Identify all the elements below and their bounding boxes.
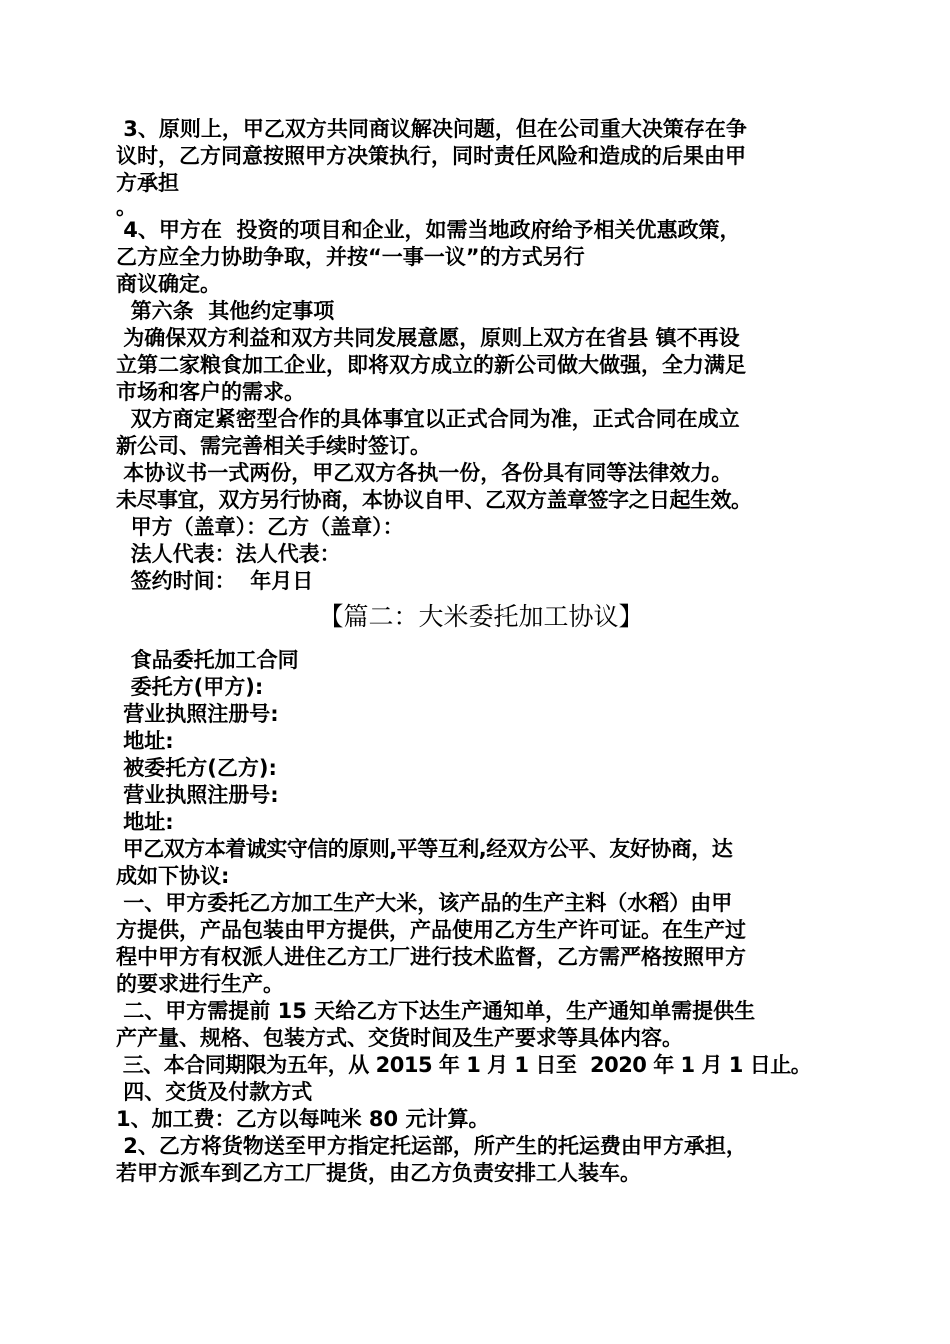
preamble-line-2: 成如下协议: bbox=[116, 864, 230, 888]
article-6-para-1-line-2: 立第二家粮食加工企业，即将双方成立的新公司做大做强，全力满足 bbox=[116, 353, 746, 377]
article-6-title: 第六条 其他约定事项 bbox=[116, 299, 335, 323]
processing-fee-line: 1、加工费：乙方以每吨米 80 元计算。 bbox=[116, 1107, 490, 1131]
copies-clause-line-2: 未尽事宜，双方另行协商，本协议自甲、乙双方盖章签字之日起生效。 bbox=[116, 488, 752, 512]
signature-party-line: 甲方（盖章）：乙方（盖章）： bbox=[116, 515, 404, 539]
contract-clause-2-line-2: 产产量、规格、包装方式、交货时间及生产要求等具体内容。 bbox=[116, 1026, 683, 1050]
clause-3-line-3: 方承担 bbox=[116, 171, 179, 195]
contract-clause-3: 三、本合同期限为五年，从 2015 年 1 月 1 日至 2020 年 1 月 1 日止。 bbox=[116, 1053, 812, 1077]
client-party-label: 委托方(甲方): bbox=[116, 675, 264, 699]
clause-3-period: 。 bbox=[116, 195, 137, 219]
clause-3-line-2: 议时，乙方同意按照甲方决策执行，同时责任风险和造成的后果由甲 bbox=[116, 144, 746, 168]
delivery-line-1: 2、乙方将货物送至甲方指定托运部，所产生的托运费由甲方承担， bbox=[116, 1134, 747, 1158]
client-address-label: 地址: bbox=[116, 729, 174, 753]
article-6-para-2-line-1: 双方商定紧密型合作的具体事宜以正式合同为准，正式合同在成立 bbox=[116, 407, 740, 431]
signature-date-line: 签约时间： 年月日 bbox=[116, 569, 314, 593]
contract-clause-1-line-1: 一、甲方委托乙方加工生产大米，该产品的生产主料（水稻）由甲 bbox=[116, 891, 733, 915]
signature-representative-line: 法人代表：法人代表： bbox=[116, 542, 341, 566]
copies-clause-line-1: 本协议书一式两份，甲乙双方各执一份，各份具有同等法律效力。 bbox=[116, 461, 733, 485]
article-6-para-2-line-2: 新公司、需完善相关手续时签订。 bbox=[116, 434, 431, 458]
article-6-para-1-line-1: 为确保双方利益和双方共同发展意愿，原则上双方在省县 镇不再设 bbox=[116, 326, 740, 350]
preamble-line-1: 甲乙双方本着诚实守信的原则,平等互利,经双方公平、友好协商，达 bbox=[116, 837, 733, 861]
clause-4-line-2: 乙方应全力协助争取，并按“一事一议”的方式另行 bbox=[116, 245, 585, 269]
contractor-license-label: 营业执照注册号: bbox=[116, 783, 279, 807]
contract-clause-1-line-4: 的要求进行生产。 bbox=[116, 972, 284, 996]
clause-4-line-3: 商议确定。 bbox=[116, 272, 221, 296]
article-6-para-1-line-3: 市场和客户的需求。 bbox=[116, 380, 305, 404]
contract-clause-4-title: 四、交货及付款方式 bbox=[116, 1080, 313, 1104]
contractor-address-label: 地址: bbox=[116, 810, 174, 834]
section-heading: 【篇二：大米委托加工协议】 bbox=[318, 602, 644, 631]
contract-clause-2-line-1: 二、甲方需提前 15 天给乙方下达生产通知单，生产通知单需提供生 bbox=[116, 999, 756, 1023]
contract-title: 食品委托加工合同 bbox=[116, 648, 299, 672]
clause-3-line-1: 3、原则上，甲乙双方共同商议解决问题，但在公司重大决策存在争 bbox=[116, 117, 747, 141]
document-page bbox=[116, 116, 846, 1187]
contractor-party-label: 被委托方(乙方): bbox=[116, 756, 277, 780]
delivery-line-2: 若甲方派车到乙方工厂提货，由乙方负责安排工人装车。 bbox=[116, 1161, 641, 1185]
contract-clause-1-line-2: 方提供，产品包装由甲方提供，产品使用乙方生产许可证。在生产过 bbox=[116, 918, 746, 942]
client-license-label: 营业执照注册号: bbox=[116, 702, 279, 726]
clause-4-line-1: 4、甲方在 投资的项目和企业，如需当地政府给予相关优惠政策， bbox=[116, 218, 741, 242]
contract-clause-1-line-3: 程中甲方有权派人进住乙方工厂进行技术监督，乙方需严格按照甲方 bbox=[116, 945, 746, 969]
